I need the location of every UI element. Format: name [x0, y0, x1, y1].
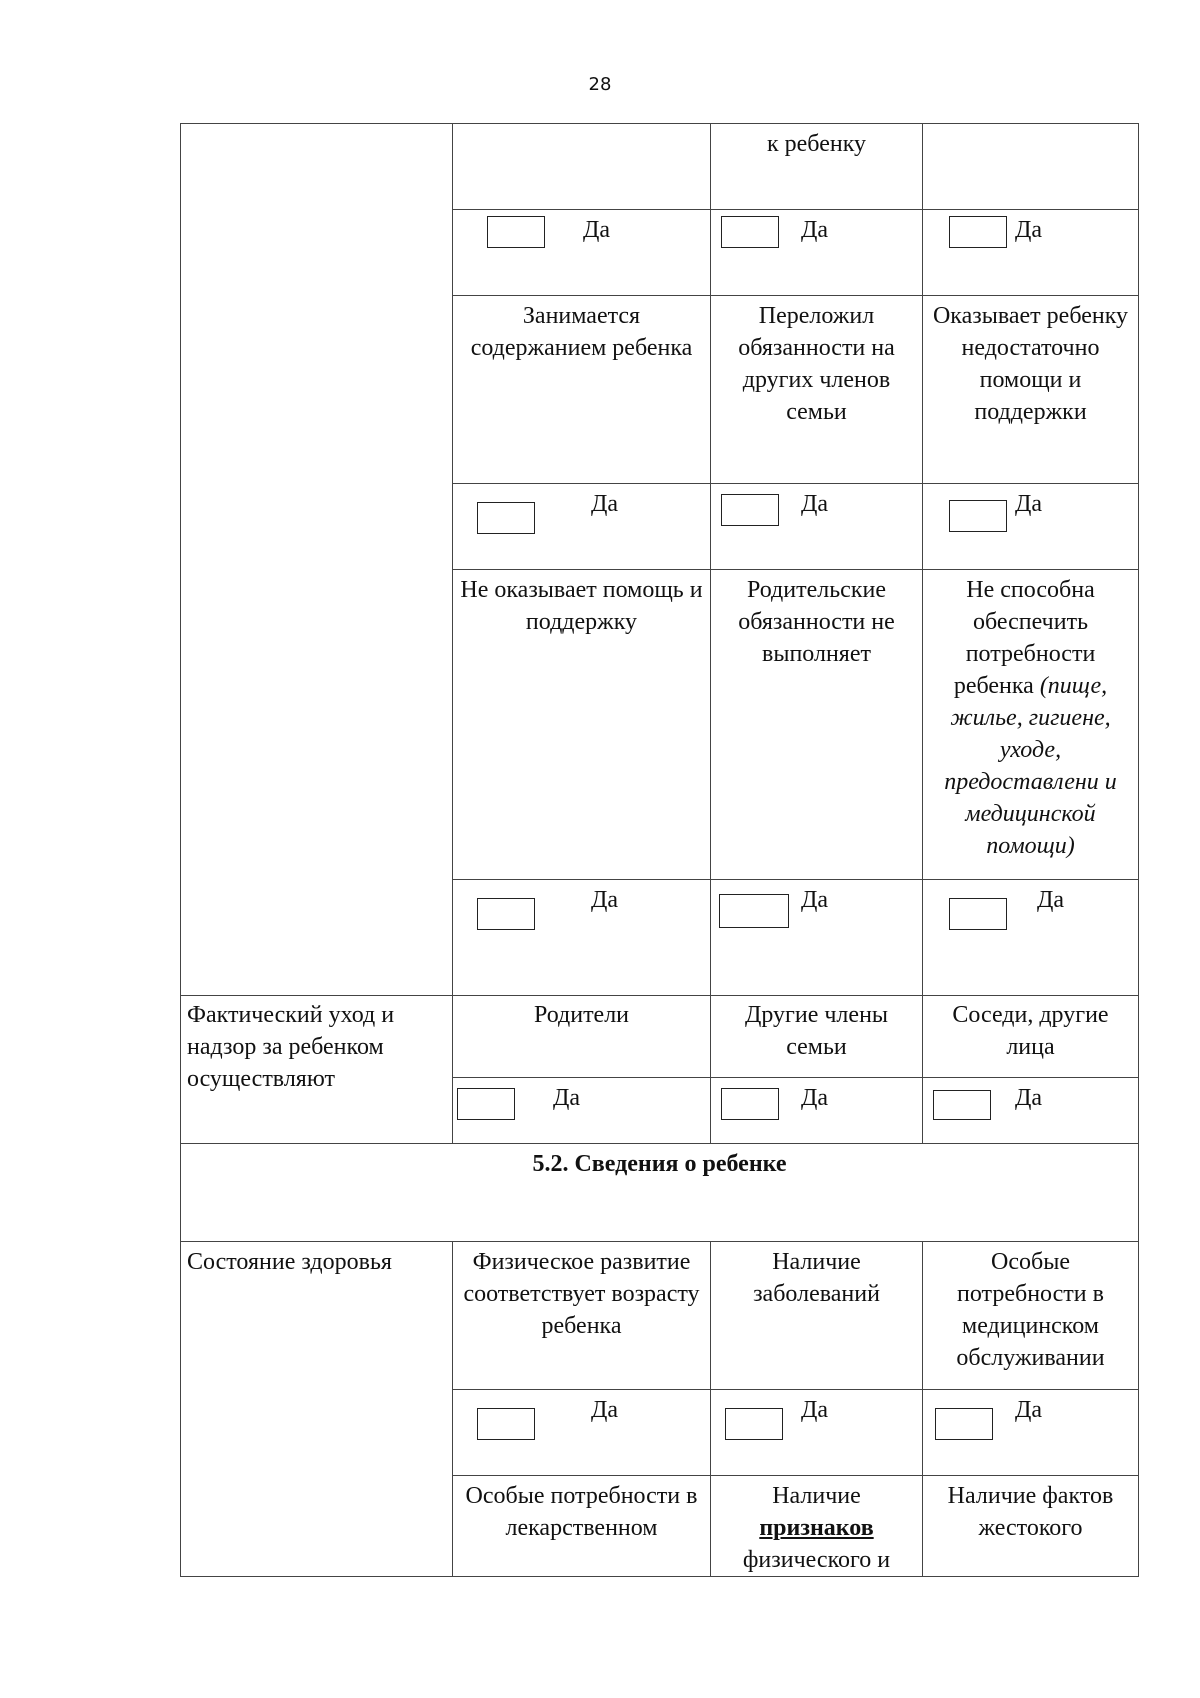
needs-text: Не способна обеспечить потребности ребенка — [953, 577, 1096, 699]
section-title: 5.2. Сведения о ребенке — [181, 1143, 1139, 1241]
checkbox-cell — [923, 484, 1139, 570]
health-diseases: Наличие заболеваний — [711, 1241, 923, 1389]
yes-label: Да — [1015, 217, 1043, 243]
checkbox[interactable] — [949, 898, 1007, 930]
signs-text-c: физического и — [742, 1546, 891, 1573]
yes-label: Да — [583, 217, 611, 243]
checkbox-cell — [453, 1389, 711, 1475]
checkbox[interactable] — [725, 1408, 783, 1440]
option-no-help: Не оказывает помощь и поддержку — [453, 570, 711, 880]
checkbox-cell — [923, 210, 1139, 296]
signs-text-b: признаков — [759, 1514, 874, 1541]
checkbox[interactable] — [949, 500, 1007, 532]
health-physical-development: Физическое развитие соответствует возрасту ребенка — [453, 1241, 711, 1389]
checkbox-cell — [711, 1389, 923, 1475]
checkbox[interactable] — [477, 502, 535, 534]
checkbox-cell — [453, 210, 711, 296]
checkbox-cell — [923, 1077, 1139, 1143]
yes-label: Да — [801, 1396, 829, 1423]
assessment-form-table — [180, 123, 1139, 996]
option-supports-child: Занимается содержанием ребенка — [453, 296, 711, 484]
yes-label: Да — [591, 887, 619, 913]
care-family-members: Другие члены семьи — [711, 995, 923, 1077]
yes-label: Да — [591, 1396, 619, 1423]
checkbox[interactable] — [721, 1088, 779, 1120]
yes-label: Да — [1037, 887, 1065, 913]
checkbox-cell — [453, 880, 711, 996]
option-duties-not-fulfilled: Родительские обязанности не выполняет — [711, 570, 923, 880]
checkbox[interactable] — [721, 494, 779, 526]
cell-to-child: к ребенку — [711, 124, 923, 210]
checkbox[interactable] — [721, 216, 779, 248]
checkbox-cell — [453, 1077, 711, 1143]
option-insufficient-help: Оказывает ребенку недостаточно помощи и поддержки — [923, 296, 1139, 484]
yes-label: Да — [801, 1084, 829, 1111]
yes-label: Да — [801, 217, 829, 243]
checkbox-cell — [453, 484, 711, 570]
checkbox[interactable] — [949, 216, 1007, 248]
medication-needs: Особые потребности в лекарственном — [453, 1475, 711, 1576]
care-label: Фактический уход и надзор за ребенком осуществляют — [181, 995, 453, 1143]
checkbox[interactable] — [487, 216, 545, 248]
signs-text-a: Наличие — [772, 1482, 861, 1509]
option-shifted-duties: Переложил обязанности на других членов семьи — [711, 296, 923, 484]
blank-cell — [453, 124, 711, 210]
checkbox-cell — [711, 210, 923, 296]
blank-cell — [923, 124, 1139, 210]
health-medical-needs: Особые потребности в медицинском обслуживании — [923, 1241, 1139, 1389]
care-parents: Родители — [453, 995, 711, 1077]
care-and-health-table — [180, 995, 1139, 1577]
checkbox-cell — [923, 1389, 1139, 1475]
yes-label: Да — [801, 887, 829, 913]
facts-of-cruelty: Наличие фактов жестокого — [923, 1475, 1139, 1576]
option-cannot-meet-needs — [923, 570, 1139, 880]
yes-label: Да — [553, 1084, 581, 1111]
checkbox[interactable] — [933, 1090, 991, 1120]
checkbox-cell — [711, 1077, 923, 1143]
yes-label: Да — [591, 491, 619, 517]
checkbox[interactable] — [477, 898, 535, 930]
page-number: 28 — [588, 74, 612, 95]
yes-label: Да — [1015, 1396, 1043, 1423]
yes-label: Да — [1015, 491, 1043, 517]
left-blank-cell — [181, 124, 453, 996]
health-label: Состояние здоровья — [181, 1241, 453, 1576]
checkbox[interactable] — [457, 1088, 515, 1120]
checkbox-cell — [711, 880, 923, 996]
yes-label: Да — [801, 491, 829, 517]
care-neighbors: Соседи, другие лица — [923, 995, 1139, 1077]
checkbox[interactable] — [935, 1408, 993, 1440]
signs-of-abuse — [711, 1475, 923, 1576]
checkbox-cell — [711, 484, 923, 570]
checkbox[interactable] — [477, 1408, 535, 1440]
checkbox-cell — [923, 880, 1139, 996]
needs-italic-text: (пище, жилье, гигиене, уходе, предоставлени и медицинской помощи) — [944, 673, 1117, 859]
checkbox[interactable] — [719, 894, 789, 928]
yes-label: Да — [1015, 1084, 1043, 1111]
